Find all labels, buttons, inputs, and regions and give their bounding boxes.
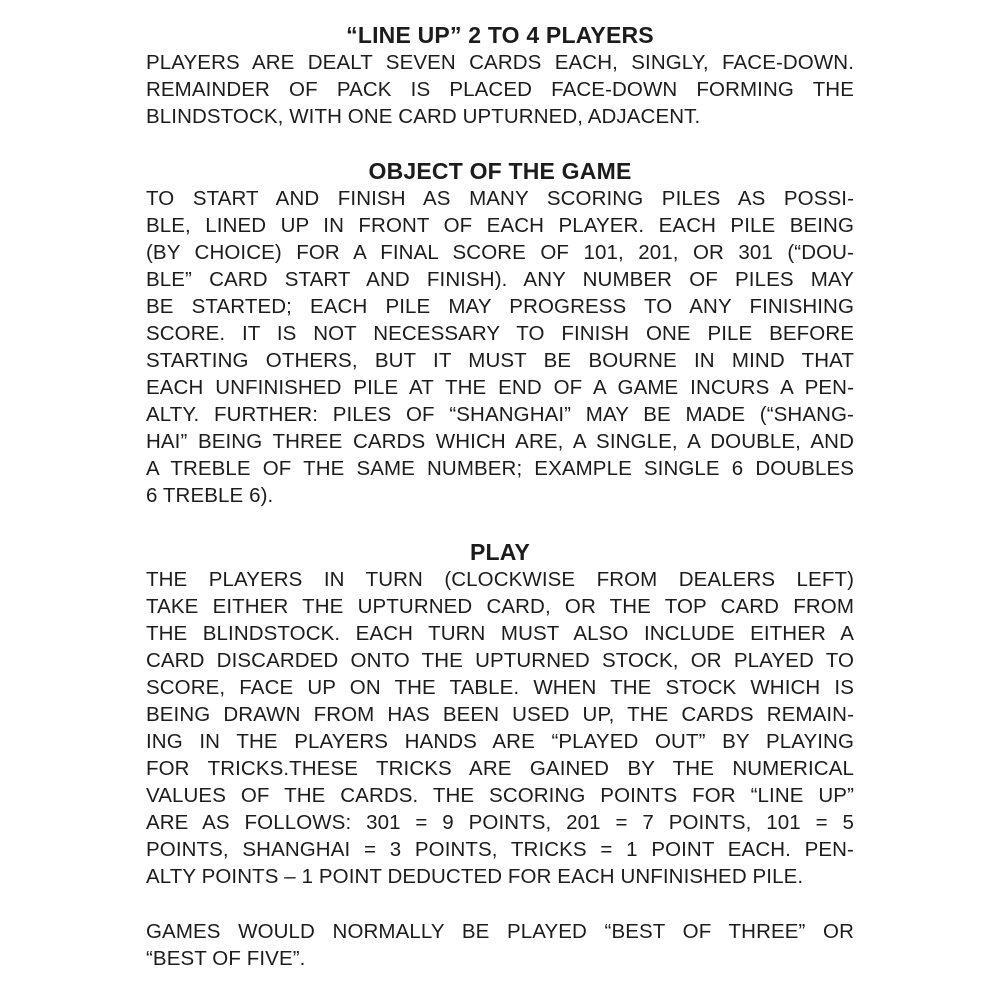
object-line: A TREBLE OF THE SAME NUMBER; EXAMPLE SINGLE 6 DOUBLES xyxy=(146,457,854,480)
object-line: TO START AND FINISH AS MANY SCORING PILES AS POSSI- xyxy=(146,187,854,210)
object-line: STARTING OTHERS, BUT IT MUST BE BOURNE IN MIND THAT xyxy=(146,349,854,372)
play-line: THE PLAYERS IN TURN (CLOCKWISE FROM DEALERS LEFT) xyxy=(146,568,854,591)
rules-document xyxy=(146,22,854,972)
play-line: FOR TRICKS.THESE TRICKS ARE GAINED BY THE NUMERICAL xyxy=(146,757,854,780)
play-line: CARD DISCARDED ONTO THE UPTURNED STOCK, OR PLAYED TO xyxy=(146,649,854,672)
object-line: 6 TREBLE 6). xyxy=(146,484,274,507)
play-line: ALTY POINTS – 1 POINT DEDUCTED FOR EACH UNFINISHED PILE. xyxy=(146,865,804,888)
object-line: BE STARTED; EACH PILE MAY PROGRESS TO ANY FINISHING xyxy=(146,295,854,318)
play-line: VALUES OF THE CARDS. THE SCORING POINTS FOR “LINE UP” xyxy=(146,784,854,807)
object-line: BLE, LINED UP IN FRONT OF EACH PLAYER. EACH PILE BEING xyxy=(146,214,854,237)
closing-line: “BEST OF FIVE”. xyxy=(146,947,306,970)
object-paragraph xyxy=(146,185,854,509)
play-line: POINTS, SHANGHAI = 3 POINTS, TRICKS = 1 POINT EACH. PEN- xyxy=(146,838,854,861)
object-line: HAI” BEING THREE CARDS WHICH ARE, A SINGLE, A DOUBLE, AND xyxy=(146,430,854,453)
play-line: THE BLINDSTOCK. EACH TURN MUST ALSO INCLUDE EITHER A xyxy=(146,622,854,645)
object-line: SCORE. IT IS NOT NECESSARY TO FINISH ONE PILE BEFORE xyxy=(146,322,854,345)
play-line: ING IN THE PLAYERS HANDS ARE “PLAYED OUT” BY PLAYING xyxy=(146,730,854,753)
object-line: (BY CHOICE) FOR A FINAL SCORE OF 101, 201, OR 301 (“DOU- xyxy=(146,241,854,264)
play-line: TAKE EITHER THE UPTURNED CARD, OR THE TOP CARD FROM xyxy=(146,595,854,618)
intro-line: REMAINDER OF PACK IS PLACED FACE-DOWN FORMING THE xyxy=(146,78,854,101)
intro-paragraph xyxy=(146,49,854,130)
rules-title: “LINE UP” 2 TO 4 PLAYERS xyxy=(346,22,654,48)
object-line: BLE” CARD START AND FINISH). ANY NUMBER OF PILES MAY xyxy=(146,268,854,291)
play-line: BEING DRAWN FROM HAS BEEN USED UP, THE CARDS REMAIN- xyxy=(146,703,854,726)
play-paragraph xyxy=(146,566,854,890)
play-line: ARE AS FOLLOWS: 301 = 9 POINTS, 201 = 7 POINTS, 101 = 5 xyxy=(146,811,854,834)
object-line: EACH UNFINISHED PILE AT THE END OF A GAME INCURS A PEN- xyxy=(146,376,854,399)
play-line: SCORE, FACE UP ON THE TABLE. WHEN THE STOCK WHICH IS xyxy=(146,676,854,699)
closing-paragraph xyxy=(146,918,854,972)
play-heading: PLAY xyxy=(469,539,531,565)
intro-line: BLINDSTOCK, WITH ONE CARD UPTURNED, ADJACENT. xyxy=(146,105,701,128)
closing-line: GAMES WOULD NORMALLY BE PLAYED “BEST OF THREE” OR xyxy=(146,920,854,943)
object-heading: OBJECT OF THE GAME xyxy=(368,158,632,184)
intro-line: PLAYERS ARE DEALT SEVEN CARDS EACH, SINGLY, FACE-DOWN. xyxy=(146,51,854,74)
object-line: ALTY. FURTHER: PILES OF “SHANGHAI” MAY BE MADE (“SHANG- xyxy=(146,403,854,426)
